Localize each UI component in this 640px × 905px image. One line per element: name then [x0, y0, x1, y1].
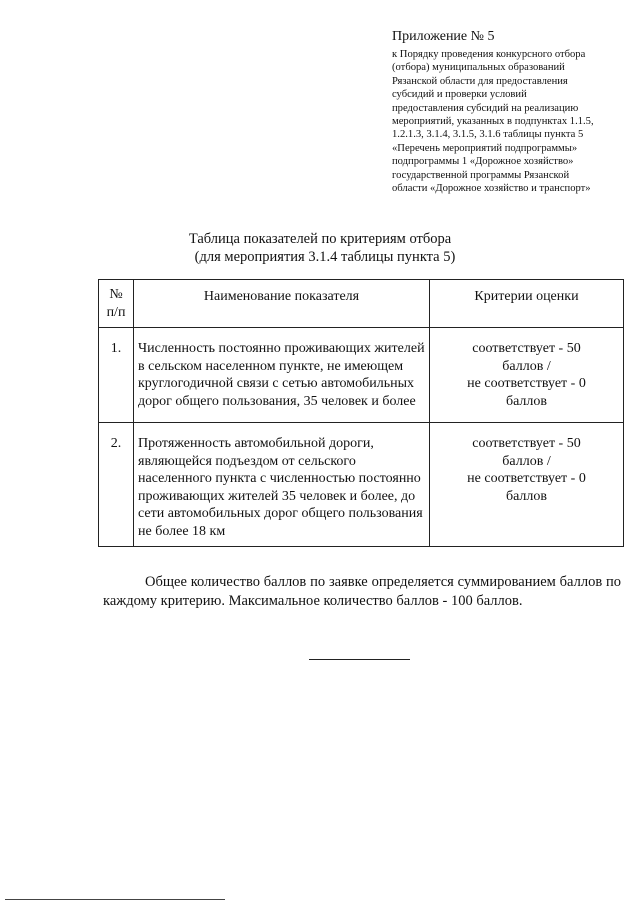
appendix-line: подпрограммы 1 «Дорожное хозяйство»: [392, 156, 574, 168]
appendix-line: субсидий и проверки условий: [392, 89, 527, 101]
criteria-line: не соответствует - 0: [467, 471, 586, 486]
criteria-line: баллов /: [502, 358, 551, 374]
closing-divider: [309, 659, 410, 660]
appendix-line: государственной программы Рязанской: [392, 169, 570, 181]
appendix-line: предоставления субсидий на реализацию: [392, 102, 579, 114]
appendix-line: (отбора) муниципальных образований: [392, 62, 565, 74]
appendix-line: области «Дорожное хозяйство и транспорт»: [392, 183, 591, 195]
criteria-line: баллов: [505, 488, 548, 504]
criteria-line: баллов: [505, 393, 548, 409]
criteria-line: соответствует - 50: [472, 341, 581, 356]
table-row: [99, 423, 624, 547]
table-title-line2: (для мероприятия 3.1.4 таблицы пункта 5): [194, 249, 456, 265]
appendix-line: Рязанской области для предоставления: [392, 75, 568, 87]
header-number-abbr: п/п: [106, 304, 126, 320]
appendix-line: 1.2.1.3, 3.1.4, 3.1.5, 3.1.6 таблицы пункта 5: [392, 129, 584, 141]
evaluation-criteria: [430, 423, 624, 547]
table-title: [0, 230, 640, 266]
indicator-name: Протяженность автомобильной дороги, являющейся подъездом от сельского населенного пункта с численностью постоянно проживающих жителей 35 человек и более, до сети автомобильных дорог общего пользования не более 18 км: [134, 423, 430, 547]
appendix-header: [392, 28, 632, 195]
header-number-symbol: №: [109, 287, 123, 302]
row-number: 1.: [99, 328, 134, 423]
criteria-line: соответствует - 50: [472, 436, 581, 451]
table-title-line1: Таблица показателей по критериям отбора: [188, 231, 452, 247]
row-number: 2.: [99, 423, 134, 547]
header-criteria: Критерии оценки: [430, 280, 624, 328]
table-header-row: [99, 280, 624, 328]
page-bottom-divider: [5, 899, 225, 900]
criteria-table: [98, 279, 624, 547]
header-indicator-name: Наименование показателя: [134, 280, 430, 328]
appendix-line: «Перечень мероприятий подпрограммы»: [392, 142, 578, 154]
criteria-line: баллов /: [502, 453, 551, 469]
summary-paragraph: Общее количество баллов по заявке определяется суммированием баллов по каждому критерию. Максимальное количество баллов - 100 баллов.: [103, 573, 621, 609]
indicator-name: Численность постоянно проживающих жителей в сельском населенном пункте, не имеющем круглогодичной связи с сетью автомобильных дорог общего пользования, 35 человек и более: [134, 328, 430, 423]
appendix-title: Приложение № 5: [392, 29, 495, 44]
table-row: [99, 328, 624, 423]
evaluation-criteria: [430, 328, 624, 423]
criteria-line: не соответствует - 0: [467, 376, 586, 391]
appendix-line: мероприятий, указанных в подпунктах 1.1.5,: [392, 116, 594, 128]
header-number: [99, 280, 134, 328]
appendix-line: к Порядку проведения конкурсного отбора: [392, 49, 586, 60]
